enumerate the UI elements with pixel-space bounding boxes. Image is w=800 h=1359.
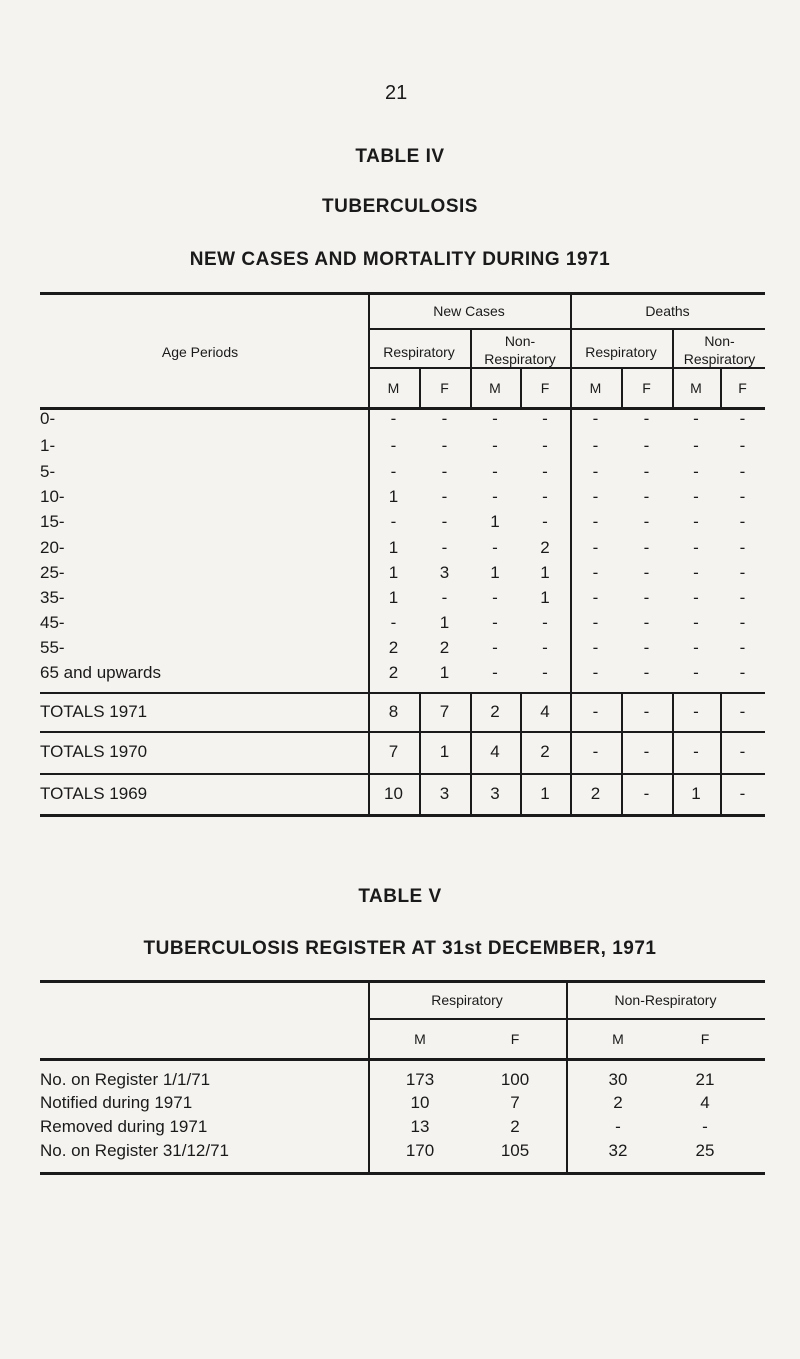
table-cell: -: [739, 462, 746, 481]
table-iv-label: TABLE IV: [355, 146, 445, 167]
col-divider: [368, 292, 370, 817]
row-label: 35-: [40, 588, 65, 607]
table-cell: 1: [540, 588, 550, 607]
table-cell: -: [542, 409, 548, 428]
age-periods-header: Age Periods: [161, 344, 239, 360]
table-cell: -: [693, 563, 699, 582]
table-iv-title: TUBERCULOSIS: [322, 196, 478, 217]
table-cell: 7: [510, 1093, 520, 1112]
table-bottom-rule: [40, 1172, 765, 1175]
table-cell: -: [492, 538, 498, 557]
resp-header: Respiratory: [431, 992, 503, 1008]
table-cell: -: [390, 462, 397, 481]
table-cell: -: [693, 512, 699, 531]
totals-cell: -: [643, 742, 650, 761]
table-cell: -: [643, 563, 650, 582]
table-cell: 1: [540, 563, 550, 582]
table-bottom-rule: [40, 814, 765, 817]
table-cell: -: [441, 512, 448, 531]
totals-cell: -: [739, 784, 746, 803]
totals-cell: 10: [384, 784, 403, 803]
table-cell: -: [643, 663, 650, 682]
col-divider: [621, 367, 623, 410]
totals-cell: 1: [691, 784, 701, 803]
table-cell: -: [492, 462, 498, 481]
table-cell: -: [390, 436, 397, 455]
table-cell: 1: [388, 487, 399, 506]
totals-cell: 1: [439, 742, 450, 761]
table-cell: 1: [439, 613, 450, 632]
col-divider: [621, 692, 623, 817]
row-label: 0-: [40, 409, 56, 428]
row-label: Removed during 1971: [40, 1117, 208, 1136]
table-cell: -: [492, 409, 498, 428]
m-header: M: [489, 380, 501, 396]
table-v-title: TUBERCULOSIS REGISTER AT 31st DECEMBER, 1971: [143, 938, 657, 959]
totals-cell: 2: [490, 702, 500, 721]
row-label: 65 and upwards: [40, 663, 161, 682]
totals-cell: -: [592, 702, 599, 721]
col-divider: [566, 980, 568, 1175]
table-cell: 100: [500, 1070, 530, 1089]
table-cell: -: [592, 638, 599, 657]
table-cell: -: [643, 436, 650, 455]
table-cell: -: [592, 512, 599, 531]
table-cell: 10: [410, 1093, 430, 1112]
totals-cell: 4: [490, 742, 500, 761]
table-cell: -: [441, 487, 448, 506]
table-cell: -: [643, 613, 650, 632]
m-header: M: [589, 380, 602, 396]
table-cell: 2: [388, 663, 399, 682]
totals-label: TOTALS 1969: [40, 784, 148, 803]
totals-cell: -: [693, 742, 699, 761]
totals-cell: 2: [540, 742, 550, 761]
table-cell: 25: [695, 1141, 715, 1160]
table-cell: -: [542, 436, 548, 455]
totals-cell: -: [739, 742, 746, 761]
f-header: F: [700, 1031, 710, 1047]
totals-cell: 8: [388, 702, 399, 721]
table-cell: -: [492, 638, 498, 657]
body-bottom-rule: [40, 692, 765, 694]
totals-1970-rule: [40, 773, 765, 775]
row-label: 20-: [40, 538, 65, 557]
m-header: M: [387, 380, 400, 396]
table-cell: -: [542, 613, 548, 632]
col-divider: [570, 692, 572, 817]
f-header: F: [738, 380, 747, 396]
table-cell: -: [693, 638, 699, 657]
table-cell: -: [739, 588, 746, 607]
col-divider: [470, 692, 472, 817]
header-bottom-rule: [40, 1058, 765, 1061]
table-cell: 1: [439, 663, 450, 682]
table-cell: -: [441, 436, 448, 455]
table-cell: -: [492, 436, 498, 455]
table-cell: -: [739, 563, 746, 582]
totals-cell: 2: [590, 784, 601, 803]
col-divider: [419, 367, 421, 410]
table-cell: 13: [410, 1117, 430, 1136]
table-cell: -: [592, 462, 599, 481]
totals-cell: 7: [439, 702, 450, 721]
m-header: M: [690, 380, 702, 396]
table-cell: -: [592, 563, 599, 582]
row-label: 45-: [40, 613, 65, 632]
totals-label: TOTALS 1971: [40, 702, 148, 721]
table-cell: 2: [613, 1093, 623, 1112]
table-cell: -: [492, 663, 498, 682]
totals-1971-rule: [40, 731, 765, 733]
table-cell: -: [441, 462, 448, 481]
table-cell: 105: [500, 1141, 530, 1160]
nonresp-header: Non-Respiratory: [614, 992, 717, 1008]
table-cell: -: [615, 1117, 621, 1136]
table-cell: 4: [700, 1093, 710, 1112]
totals-cell: -: [592, 742, 599, 761]
m-header: M: [414, 1031, 426, 1047]
table-cell: -: [739, 613, 746, 632]
table-cell: -: [441, 588, 448, 607]
new-cases-header: New Cases: [433, 303, 505, 319]
table-cell: -: [542, 512, 548, 531]
table-cell: -: [390, 512, 397, 531]
table-cell: 2: [439, 638, 450, 657]
totals-cell: 3: [439, 784, 450, 803]
table-cell: -: [542, 663, 548, 682]
f-header: F: [510, 1031, 520, 1047]
table-cell: 3: [439, 563, 450, 582]
totals-label: TOTALS 1970: [40, 742, 148, 761]
table-cell: -: [739, 487, 746, 506]
table-cell: -: [592, 663, 599, 682]
col-divider: [419, 692, 421, 817]
table-v-label: TABLE V: [358, 886, 442, 907]
table-cell: -: [592, 436, 599, 455]
totals-cell: -: [693, 702, 699, 721]
row-label: No. on Register 31/12/71: [40, 1141, 230, 1160]
table-cell: 30: [608, 1070, 628, 1089]
col-divider: [672, 692, 674, 817]
table-cell: -: [390, 409, 397, 428]
table-cell: -: [693, 409, 699, 428]
table-cell: -: [739, 436, 746, 455]
group-divider: [368, 328, 765, 330]
table-top-rule: [40, 292, 765, 295]
table-cell: -: [693, 613, 699, 632]
deaths-nonresp-header: Non- Respiratory: [683, 333, 756, 367]
table-cell: -: [592, 613, 599, 632]
table-cell: 170: [405, 1141, 435, 1160]
row-label: Notified during 1971: [40, 1093, 193, 1112]
table-cell: -: [739, 512, 746, 531]
table-cell: -: [643, 487, 650, 506]
table-cell: 2: [540, 538, 550, 557]
table-cell: 2: [388, 638, 399, 657]
table-cell: -: [693, 663, 699, 682]
new-nonresp-header: Non- Respiratory: [484, 333, 556, 367]
table-cell: -: [739, 409, 746, 428]
totals-cell: 4: [540, 702, 550, 721]
f-header: F: [642, 380, 651, 396]
table-cell: -: [643, 538, 650, 557]
row-label: 10-: [40, 487, 65, 506]
f-header: F: [440, 380, 449, 396]
totals-cell: 7: [388, 742, 399, 761]
table-cell: -: [542, 462, 548, 481]
table-top-rule: [40, 980, 765, 983]
table-cell: 32: [608, 1141, 628, 1160]
page-number: 21: [385, 82, 408, 104]
table-cell: 1: [490, 512, 500, 531]
table-cell: -: [492, 588, 498, 607]
table-cell: -: [739, 663, 746, 682]
deaths-header: Deaths: [645, 303, 690, 319]
m-header: M: [612, 1031, 624, 1047]
table-cell: -: [592, 487, 599, 506]
totals-cell: 1: [540, 784, 550, 803]
table-cell: -: [693, 436, 699, 455]
table-cell: 173: [405, 1070, 435, 1089]
table-cell: -: [592, 538, 599, 557]
table-cell: -: [542, 638, 548, 657]
table-cell: -: [441, 538, 448, 557]
table-cell: 1: [388, 563, 399, 582]
table-cell: -: [693, 588, 699, 607]
totals-cell: -: [643, 702, 650, 721]
col-divider: [520, 367, 522, 410]
row-label: 55-: [40, 638, 65, 657]
table-cell: -: [643, 512, 650, 531]
table-cell: -: [739, 538, 746, 557]
table-cell: -: [643, 638, 650, 657]
col-divider: [520, 692, 522, 817]
new-resp-header: Respiratory: [383, 344, 455, 360]
table-cell: -: [693, 487, 699, 506]
table-cell: -: [643, 409, 650, 428]
table-cell: -: [702, 1117, 708, 1136]
totals-cell: -: [643, 784, 650, 803]
row-label: No. on Register 1/1/71: [40, 1070, 211, 1089]
row-label: 1-: [40, 436, 56, 455]
totals-cell: 3: [490, 784, 500, 803]
table-cell: 1: [490, 563, 500, 582]
totals-cell: -: [739, 702, 746, 721]
table-cell: -: [492, 613, 498, 632]
table-cell: -: [643, 462, 650, 481]
table-cell: -: [693, 538, 699, 557]
col-divider: [368, 980, 370, 1175]
table-cell: 21: [695, 1070, 715, 1089]
row-label: 15-: [40, 512, 65, 531]
table-cell: 1: [388, 538, 399, 557]
table-cell: -: [441, 409, 448, 428]
table-cell: -: [492, 487, 498, 506]
row-label: 25-: [40, 563, 65, 582]
table-cell: -: [542, 487, 548, 506]
table-cell: 2: [510, 1117, 520, 1136]
table-cell: 1: [388, 588, 399, 607]
table-cell: -: [643, 588, 650, 607]
table-cell: -: [592, 588, 599, 607]
table-iv-subtitle: NEW CASES AND MORTALITY DURING 1971: [189, 249, 611, 270]
deaths-resp-header: Respiratory: [585, 344, 657, 360]
table-cell: -: [693, 462, 699, 481]
table-cell: -: [592, 409, 599, 428]
table-cell: -: [739, 638, 746, 657]
f-header: F: [540, 380, 550, 396]
row-label: 5-: [40, 462, 56, 481]
table-cell: -: [390, 613, 397, 632]
